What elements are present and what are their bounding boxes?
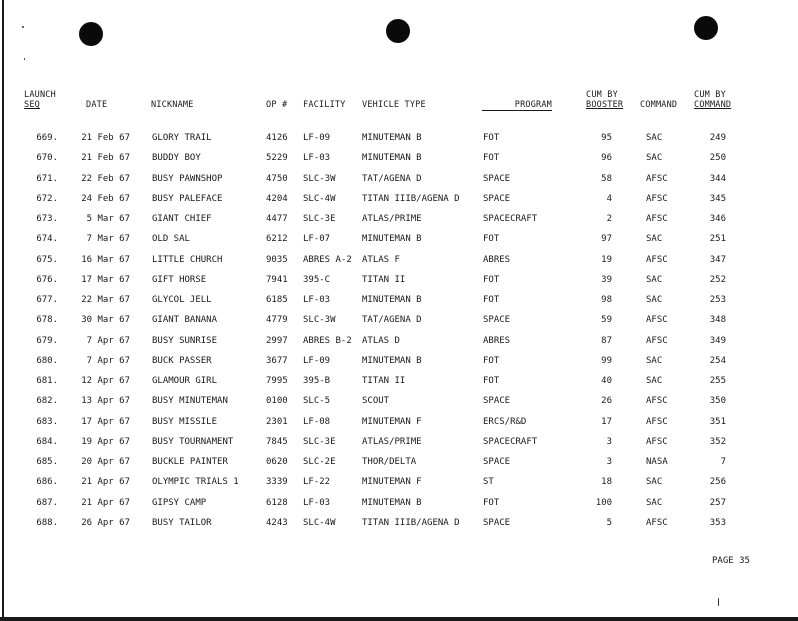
cell-cum-booster: 59	[601, 315, 612, 326]
cell-nickname: GIFT HORSE	[152, 274, 207, 285]
table-row	[0, 415, 798, 429]
cell-nickname: GLYCOL JELL	[152, 295, 212, 305]
cell-vehicle-type: MINUTEMAN F	[362, 416, 422, 427]
table-row	[0, 334, 798, 348]
cell-cum-booster: 97	[601, 234, 612, 245]
cell-launch-seq: 679.	[36, 335, 58, 346]
cell-nickname: BUCK PASSER	[152, 355, 212, 366]
cell-vehicle-type: MINUTEMAN F	[362, 477, 422, 488]
cell-date: 21 Feb 67	[81, 153, 130, 164]
cell-op-number: 4477	[266, 214, 288, 224]
cell-vehicle-type: MINUTEMAN B	[362, 234, 422, 245]
cell-command: AFSC	[646, 173, 668, 184]
cell-vehicle-type: ATLAS D	[362, 335, 400, 346]
header-cum-by-command: CUM BY COMMAND	[694, 90, 732, 110]
cell-facility: 395-C	[303, 274, 331, 285]
cell-date: 21 Feb 67	[81, 133, 130, 143]
cell-command: SAC	[646, 355, 663, 366]
cell-launch-seq: 677.	[36, 295, 58, 305]
cell-op-number: 2997	[266, 335, 288, 346]
cell-date: 5 Mar 67	[86, 214, 130, 224]
cell-facility: LF-22	[303, 477, 331, 488]
table-row	[0, 273, 798, 287]
scan-speck	[718, 598, 719, 606]
cell-cum-command: 249	[709, 133, 726, 143]
cell-vehicle-type: TITAN IIIB/AGENA D	[362, 193, 460, 204]
cell-date: 30 Mar 67	[81, 315, 130, 326]
cell-op-number: 4779	[266, 315, 288, 326]
cell-cum-command: 251	[709, 234, 726, 245]
cell-program: FOT	[483, 497, 500, 508]
cell-program: SPACECRAFT	[483, 214, 538, 224]
cell-cum-booster: 19	[601, 254, 612, 265]
cell-cum-booster: 95	[601, 133, 612, 143]
cell-cum-command: 256	[709, 477, 726, 488]
cell-cum-command: 254	[709, 355, 726, 366]
cell-op-number: 6185	[266, 295, 288, 305]
header-nickname: NICKNAME	[151, 100, 194, 110]
cell-nickname: BUSY TAILOR	[152, 517, 212, 528]
cell-nickname: OLYMPIC TRIALS 1	[152, 477, 239, 488]
cell-program: SPACECRAFT	[483, 436, 538, 447]
cell-facility: 395-B	[303, 376, 331, 386]
cell-cum-booster: 98	[601, 295, 612, 305]
cell-cum-booster: 87	[601, 335, 612, 346]
header-program: PROGRAM	[482, 100, 552, 111]
cell-facility: SLC-5	[303, 396, 331, 407]
cell-facility: LF-03	[303, 295, 331, 305]
header-launch-seq: LAUNCH SEQ	[24, 90, 56, 110]
cell-program: FOT	[483, 274, 500, 285]
cell-cum-command: 348	[709, 315, 726, 326]
cell-vehicle-type: TITAN II	[362, 274, 406, 285]
cell-facility: LF-03	[303, 153, 331, 164]
cell-program: FOT	[483, 153, 500, 164]
cell-facility: SLC-4W	[303, 193, 336, 204]
cell-facility: LF-09	[303, 133, 331, 143]
cell-op-number: 6128	[266, 497, 288, 508]
cell-nickname: BUSY SUNRISE	[152, 335, 218, 346]
table-row	[0, 455, 798, 469]
cell-date: 16 Mar 67	[81, 254, 130, 265]
cell-command: SAC	[646, 133, 663, 143]
cell-cum-booster: 4	[606, 193, 612, 204]
cell-vehicle-type: TITAN IIIB/AGENA D	[362, 517, 460, 528]
cell-command: SAC	[646, 295, 663, 305]
cell-cum-booster: 3	[606, 436, 612, 447]
cell-vehicle-type: THOR/DELTA	[362, 457, 417, 467]
cell-cum-booster: 3	[606, 457, 612, 467]
cell-command: SAC	[646, 234, 663, 245]
header-date: DATE	[86, 100, 108, 110]
cell-facility: SLC-4W	[303, 517, 336, 528]
punch-hole-center	[386, 19, 410, 43]
cell-vehicle-type: ATLAS F	[362, 254, 400, 265]
cell-launch-seq: 675.	[36, 254, 58, 265]
cell-vehicle-type: MINUTEMAN B	[362, 497, 422, 508]
cell-program: SPACE	[483, 396, 511, 407]
cell-date: 21 Apr 67	[81, 477, 130, 488]
cell-cum-booster: 2	[606, 214, 612, 224]
cell-nickname: BUSY PAWNSHOP	[152, 173, 223, 184]
cell-cum-booster: 96	[601, 153, 612, 164]
table-row	[0, 475, 798, 489]
cell-cum-command: 253	[709, 295, 726, 305]
cell-command: AFSC	[646, 416, 668, 427]
cell-facility: SLC-3E	[303, 214, 336, 224]
cell-launch-seq: 683.	[36, 416, 58, 427]
table-row	[0, 516, 798, 530]
cell-cum-command: 345	[709, 193, 726, 204]
cell-date: 20 Apr 67	[81, 457, 130, 467]
cell-command: AFSC	[646, 436, 668, 447]
cell-op-number: 5229	[266, 153, 288, 164]
table-row	[0, 496, 798, 510]
cell-vehicle-type: MINUTEMAN B	[362, 295, 422, 305]
table-row	[0, 212, 798, 226]
cell-command: NASA	[646, 457, 668, 467]
cell-op-number: 7845	[266, 436, 288, 447]
cell-op-number: 4204	[266, 193, 288, 204]
table-row	[0, 172, 798, 186]
cell-nickname: OLD SAL	[152, 234, 190, 245]
cell-cum-command: 347	[709, 254, 726, 265]
cell-op-number: 9035	[266, 254, 288, 265]
cell-command: AFSC	[646, 193, 668, 204]
cell-facility: ABRES A-2	[303, 254, 352, 265]
header-cum-by-booster: CUM BY BOOSTER	[586, 90, 624, 110]
cell-launch-seq: 688.	[36, 517, 58, 528]
cell-cum-command: 352	[709, 436, 726, 447]
table-row	[0, 293, 798, 307]
cell-launch-seq: 669.	[36, 133, 58, 143]
cell-command: AFSC	[646, 214, 668, 224]
cell-facility: SLC-3E	[303, 436, 336, 447]
cell-vehicle-type: MINUTEMAN B	[362, 153, 422, 164]
cell-date: 19 Apr 67	[81, 436, 130, 447]
cell-date: 12 Apr 67	[81, 376, 130, 386]
punch-hole-right	[694, 16, 718, 40]
cell-nickname: BUSY MINUTEMAN	[152, 396, 228, 407]
header-command: COMMAND	[640, 100, 678, 110]
cell-launch-seq: 678.	[36, 315, 58, 326]
cell-facility: SLC-2E	[303, 457, 336, 467]
cell-cum-booster: 40	[601, 376, 612, 386]
cell-command: AFSC	[646, 315, 668, 326]
cell-facility: SLC-3W	[303, 173, 336, 184]
cell-launch-seq: 674.	[36, 234, 58, 245]
cell-facility: LF-09	[303, 355, 331, 366]
cell-date: 17 Apr 67	[81, 416, 130, 427]
cell-command: SAC	[646, 477, 663, 488]
cell-launch-seq: 680.	[36, 355, 58, 366]
cell-date: 22 Mar 67	[81, 295, 130, 305]
punch-hole-left	[79, 22, 103, 46]
cell-launch-seq: 687.	[36, 497, 58, 508]
cell-launch-seq: 684.	[36, 436, 58, 447]
cell-nickname: GLORY TRAIL	[152, 133, 212, 143]
cell-cum-booster: 39	[601, 274, 612, 285]
table-row	[0, 354, 798, 368]
cell-nickname: BUSY MISSILE	[152, 416, 218, 427]
header-op-number: OP #	[266, 100, 288, 110]
cell-date: 24 Feb 67	[81, 193, 130, 204]
cell-cum-command: 346	[709, 214, 726, 224]
scan-speck	[22, 26, 24, 28]
cell-command: SAC	[646, 497, 663, 508]
cell-program: SPACE	[483, 315, 511, 326]
cell-nickname: BUSY TOURNAMENT	[152, 436, 234, 447]
cell-op-number: 2301	[266, 416, 288, 427]
cell-op-number: 4243	[266, 517, 288, 528]
cell-cum-booster: 58	[601, 173, 612, 184]
cell-nickname: GLAMOUR GIRL	[152, 376, 218, 386]
cell-nickname: GIPSY CAMP	[152, 497, 207, 508]
cell-date: 7 Mar 67	[86, 234, 130, 245]
cell-facility: LF-07	[303, 234, 331, 245]
cell-cum-command: 344	[709, 173, 726, 184]
page-edge-bottom	[0, 617, 798, 621]
cell-cum-booster: 100	[595, 497, 612, 508]
table-row	[0, 253, 798, 267]
cell-command: SAC	[646, 274, 663, 285]
cell-launch-seq: 685.	[36, 457, 58, 467]
table-row	[0, 232, 798, 246]
cell-op-number: 0100	[266, 396, 288, 407]
cell-program: SPACE	[483, 193, 511, 204]
cell-command: SAC	[646, 376, 663, 386]
header-vehicle-type: VEHICLE TYPE	[362, 100, 426, 110]
cell-program: ST	[483, 477, 494, 488]
cell-date: 13 Apr 67	[81, 396, 130, 407]
cell-program: FOT	[483, 234, 500, 245]
cell-program: FOT	[483, 355, 500, 366]
table-row	[0, 394, 798, 408]
cell-program: ERCS/R&D	[483, 416, 527, 427]
cell-command: SAC	[646, 153, 663, 164]
cell-launch-seq: 670.	[36, 153, 58, 164]
cell-launch-seq: 673.	[36, 214, 58, 224]
cell-vehicle-type: TAT/AGENA D	[362, 315, 422, 326]
cell-nickname: BUSY PALEFACE	[152, 193, 223, 204]
cell-vehicle-type: ATLAS/PRIME	[362, 214, 422, 224]
cell-op-number: 0620	[266, 457, 288, 467]
cell-launch-seq: 676.	[36, 274, 58, 285]
cell-op-number: 6212	[266, 234, 288, 245]
cell-cum-booster: 5	[606, 517, 612, 528]
cell-program: ABRES	[483, 335, 511, 346]
cell-op-number: 7995	[266, 376, 288, 386]
cell-launch-seq: 686.	[36, 477, 58, 488]
cell-nickname: GIANT CHIEF	[152, 214, 212, 224]
cell-cum-command: 350	[709, 396, 726, 407]
table-row	[0, 192, 798, 206]
cell-date: 7 Apr 67	[86, 355, 130, 366]
cell-program: SPACE	[483, 173, 511, 184]
table-row	[0, 435, 798, 449]
cell-nickname: BUDDY BOY	[152, 153, 201, 164]
cell-nickname: GIANT BANANA	[152, 315, 218, 326]
cell-cum-command: 257	[709, 497, 726, 508]
cell-vehicle-type: SCOUT	[362, 396, 390, 407]
cell-program: FOT	[483, 133, 500, 143]
cell-vehicle-type: TAT/AGENA D	[362, 173, 422, 184]
cell-cum-command: 255	[709, 376, 726, 386]
cell-cum-command: 353	[709, 517, 726, 528]
cell-command: AFSC	[646, 335, 668, 346]
cell-vehicle-type: MINUTEMAN B	[362, 133, 422, 143]
cell-date: 26 Apr 67	[81, 517, 130, 528]
cell-cum-booster: 26	[601, 396, 612, 407]
cell-cum-booster: 99	[601, 355, 612, 366]
cell-command: AFSC	[646, 396, 668, 407]
cell-op-number: 4126	[266, 133, 288, 143]
cell-op-number: 3677	[266, 355, 288, 366]
cell-program: FOT	[483, 376, 500, 386]
cell-vehicle-type: ATLAS/PRIME	[362, 436, 422, 447]
cell-launch-seq: 681.	[36, 376, 58, 386]
cell-cum-booster: 18	[601, 477, 612, 488]
cell-date: 22 Feb 67	[81, 173, 130, 184]
table-row	[0, 151, 798, 165]
cell-cum-command: 252	[709, 274, 726, 285]
cell-facility: LF-08	[303, 416, 331, 427]
cell-launch-seq: 682.	[36, 396, 58, 407]
cell-op-number: 7941	[266, 274, 288, 285]
header-facility: FACILITY	[303, 100, 346, 110]
cell-cum-command: 7	[720, 457, 726, 467]
cell-facility: ABRES B-2	[303, 335, 352, 346]
table-row	[0, 313, 798, 327]
cell-program: FOT	[483, 295, 500, 305]
cell-cum-command: 349	[709, 335, 726, 346]
cell-program: SPACE	[483, 457, 511, 467]
cell-cum-command: 250	[709, 153, 726, 164]
cell-nickname: LITTLE CHURCH	[152, 254, 223, 265]
cell-facility: LF-03	[303, 497, 331, 508]
table-row	[0, 374, 798, 388]
cell-op-number: 3339	[266, 477, 288, 488]
cell-vehicle-type: MINUTEMAN B	[362, 355, 422, 366]
cell-facility: SLC-3W	[303, 315, 336, 326]
cell-cum-command: 351	[709, 416, 726, 427]
cell-command: AFSC	[646, 254, 668, 265]
cell-program: ABRES	[483, 254, 511, 265]
cell-program: SPACE	[483, 517, 511, 528]
cell-nickname: BUCKLE PAINTER	[152, 457, 228, 467]
cell-cum-booster: 17	[601, 416, 612, 427]
cell-launch-seq: 672.	[36, 193, 58, 204]
table-row	[0, 131, 798, 145]
cell-date: 7 Apr 67	[86, 335, 130, 346]
cell-vehicle-type: TITAN II	[362, 376, 406, 386]
cell-date: 21 Apr 67	[81, 497, 130, 508]
page-number: PAGE 35	[712, 556, 750, 566]
cell-command: AFSC	[646, 517, 668, 528]
cell-launch-seq: 671.	[36, 173, 58, 184]
scan-speck	[24, 58, 25, 60]
cell-op-number: 4750	[266, 173, 288, 184]
cell-date: 17 Mar 67	[81, 274, 130, 285]
